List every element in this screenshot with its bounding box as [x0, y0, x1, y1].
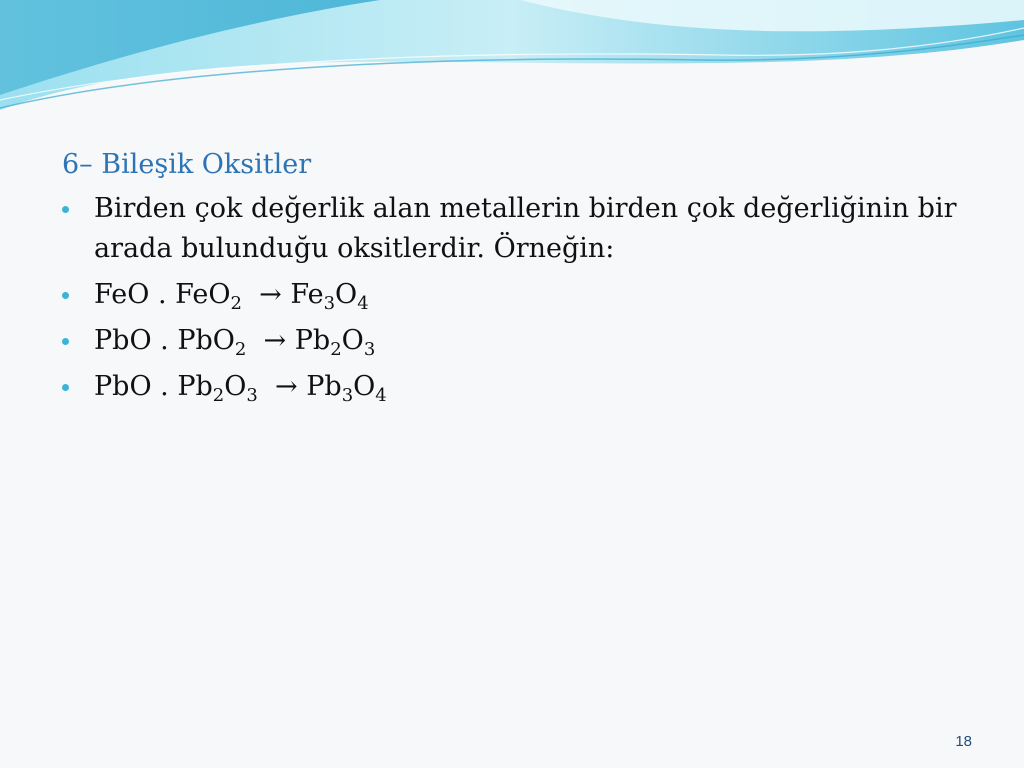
bullet-formula-1 [62, 275, 982, 315]
slide-content [62, 145, 982, 413]
header-wave-decoration [0, 0, 1024, 120]
bullet-dot-icon [62, 338, 69, 345]
bullet-formula-3 [62, 367, 982, 407]
definition-text: Birden çok değerlik alan metallerin birden çok değerliğinin bir arada bulunduğu oksitlerdir. Örneğin: [94, 193, 957, 264]
page-number: 18 [955, 733, 972, 750]
formula-1: FeO . $FeO_2 \to Fe_3O_4$ [94, 279, 369, 314]
slide-heading: 6– Bileşik Oksitler [62, 149, 312, 180]
bullet-formula-2 [62, 321, 982, 361]
bullet-dot-icon [62, 292, 69, 299]
formula-2: PbO . $PbO_2 \to Pb_2O_3$ [94, 325, 376, 360]
bullet-definition [62, 189, 982, 269]
formula-3: PbO . $Pb_2O_3 \to Pb_3O_4$ [94, 371, 387, 406]
bullet-dot-icon [62, 206, 69, 213]
bullet-list [62, 189, 982, 407]
bullet-dot-icon [62, 384, 69, 391]
